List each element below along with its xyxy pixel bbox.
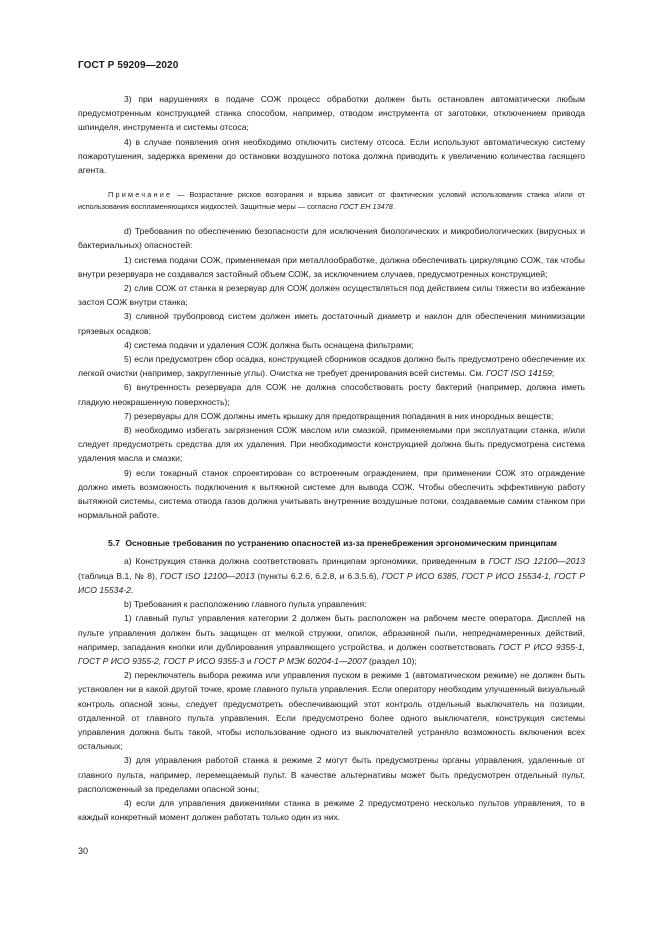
note-label: Примечание: [108, 190, 173, 200]
section-title: Основные требования по устранению опасностей из-за пренебрежения эргономическим принципам: [125, 538, 558, 549]
note-reference: ГОСТ EH 13478: [339, 201, 393, 211]
a-text-4: .: [130, 584, 134, 595]
paragraph-d6: 6) внутренность резервуара для СОЖ не должна способствовать росту бактерий (например, должна иметь гладкую неокрашенную поверхность);: [78, 382, 585, 407]
d5-text: 5) если предусмотрен сбор осадка, конструкцией сборников осадков должно быть предусмотрено обеспечение их легкой очистки (например, закругленные углы). Очистка не требует дренирования всей системы. См.: [78, 354, 585, 379]
paragraph-d5: [78, 352, 585, 380]
paragraph-a: [78, 554, 585, 597]
section-number: 5.7: [108, 538, 120, 549]
paragraph-d1: 1) система подачи СОЖ, применяемая при металлообработке, должна обеспечивать циркуляцию СОЖ, так чтобы внутри резервуара не создавался застойный объем СОЖ, за исключением случаев, предусмотренных конструкцией;: [78, 254, 585, 279]
section-heading: [78, 537, 585, 550]
paragraph-d3: 3) сливной трубопровод систем должен иметь достаточный диаметр и наклон для обеспечения минимизации грязевых осадков;: [78, 311, 585, 336]
paragraph-b4: 4) если для управления движениями станка в режиме 2 предусмотрено несколько пультов управления, то в каждый конкретный момент должен работать только один из них.: [78, 797, 585, 823]
page-number: 30: [78, 846, 89, 856]
page-body: [78, 92, 585, 824]
paragraph-b-intro: b) Требования к расположению главного пульта управления:: [124, 599, 367, 610]
a-reference-1: ГОСТ ISO 12100—2013: [488, 556, 585, 567]
paragraph-d7: 7) резервуары для СОЖ должны иметь крышку для предотвращения попадания в них инородных веществ;: [124, 410, 554, 421]
d5-end: ;: [551, 368, 555, 379]
document-header: ГОСТ Р 59209—2020: [78, 60, 179, 71]
a-reference-2: ГОСТ ISO 12100—2013: [160, 570, 255, 581]
a-text-1: a) Конструкция станка должна соответствовать принципам эргономики, приведенным в: [124, 556, 489, 567]
b1-reference-1: ГОСТ Р ИСО 9355-1, ГОСТ Р ИСО 9355-2, ГОСТ Р ИСО 9355-3: [78, 641, 586, 666]
a-text-2: (таблица В.1, № 8),: [78, 570, 161, 581]
a-reference-3: ГОСТ Р ИСО 6385, ГОСТ Р ИСО 15534-1, ГОСТ Р ИСО 15534-2: [78, 570, 586, 595]
paragraph-b1: [78, 611, 585, 668]
paragraph-c3: 3) при нарушениях в подаче СОЖ процесс обработки должен быть остановлен автоматически любым предусмотренным конструкцией станка способом, например, отводом инструмента от заготовки, отключением привода шпинделя, инструмента и системы отсоса;: [78, 94, 585, 133]
paragraph-d-intro: d) Требования по обеспечению безопасности для исключения биологических и микробиологических (вирусных и бактериальных) опасностей:: [78, 226, 585, 251]
note: [78, 189, 585, 212]
note-text: — Возрастание рисков возгорания и взрыва зависит от фактических условий использования станка и/или от использования воспламеняющихся жидкостей. Защитные меры — согласно: [78, 190, 585, 211]
note-end: .: [392, 201, 395, 211]
d5-reference: ГОСТ ISO 14159: [486, 368, 552, 379]
b1-text-1: 1) главный пульт управления категории 2 должен быть расположен на рабочем месте оператора. Дисплей на пульте управления должен быть защищен от мелкой стружки, опилок, абразивной пыли, непреднамеренных действий, например, западания кнопки или дублирования управляющего устройства, и должен соответствовать: [78, 613, 585, 652]
b1-text-3: (раздел 10);: [366, 655, 417, 666]
b1-text-2: и: [244, 655, 255, 666]
paragraph-d2: 2) слив СОЖ от станка в резервуар для СОЖ должен осуществляться под действием силы тяжести во избежание застоя СОЖ внутри станка;: [78, 283, 585, 308]
paragraph-d9: 9) если токарный станок спроектирован со встроенным ограждением, при применении СОЖ это ограждение должно иметь возможность подключения к вытяжной системе для вывода СОЖ. Чтобы обеспечить эффективную работу вытяжной системы, система отвода газов должна учитывать внутренние воздушные потоки, создаваемые самим станком при нормальной работе.: [78, 467, 585, 521]
a-text-3: (пункты 6.2.6, 6.2.8, и 6.3.5.6),: [254, 570, 382, 581]
paragraph-b3: 3) для управления работой станка в режиме 2 могут быть предусмотрены органы управления, удаленные от главного пульта, например, перемещаемый пульт. В качестве альтернативы может быть предусмотрен отдельный пульт, расположенный за пределами опасной зоны;: [78, 755, 585, 794]
paragraph-d8: 8) необходимо избегать загрязнения СОЖ маслом или смазкой, применяемыми при эксплуатации станка, и/или следует предусмотреть средства для их удаления. При необходимости конструкцией должна быть предусмотрена система удаления масла и смазки;: [78, 425, 585, 464]
paragraph-b2: 2) переключатель выбора режима или управления пуском в режиме 1 (автоматическом режиме) не должен быть установлен ни в какой другой точке, кроме главного пульта управления. Если оператору необходим улучшенный визуальный контроль опасной зоны, следует предусмотреть обеспечивающий этот контроль отдельный выключатель на позиции, отдаленной от главного пульта управления. Если предусмотрено более одного выключателя, конструкция системы управления должна быть такой, чтобы использование одного из выключателей устраняло возможность включения всех остальных;: [78, 670, 585, 752]
b1-reference-2: ГОСТ Р МЭК 60204-1—2007: [254, 655, 367, 666]
paragraph-c4: 4) в случае появления огня необходимо отключить систему отсоса. Если используют автоматическую систему пожаротушения, задержка времени до остановки воздушного потока должна приводить к увеличению количества гасящего агента.: [78, 136, 585, 176]
paragraph-d4: 4) система подачи и удаления СОЖ должна быть оснащена фильтрами;: [124, 339, 414, 350]
